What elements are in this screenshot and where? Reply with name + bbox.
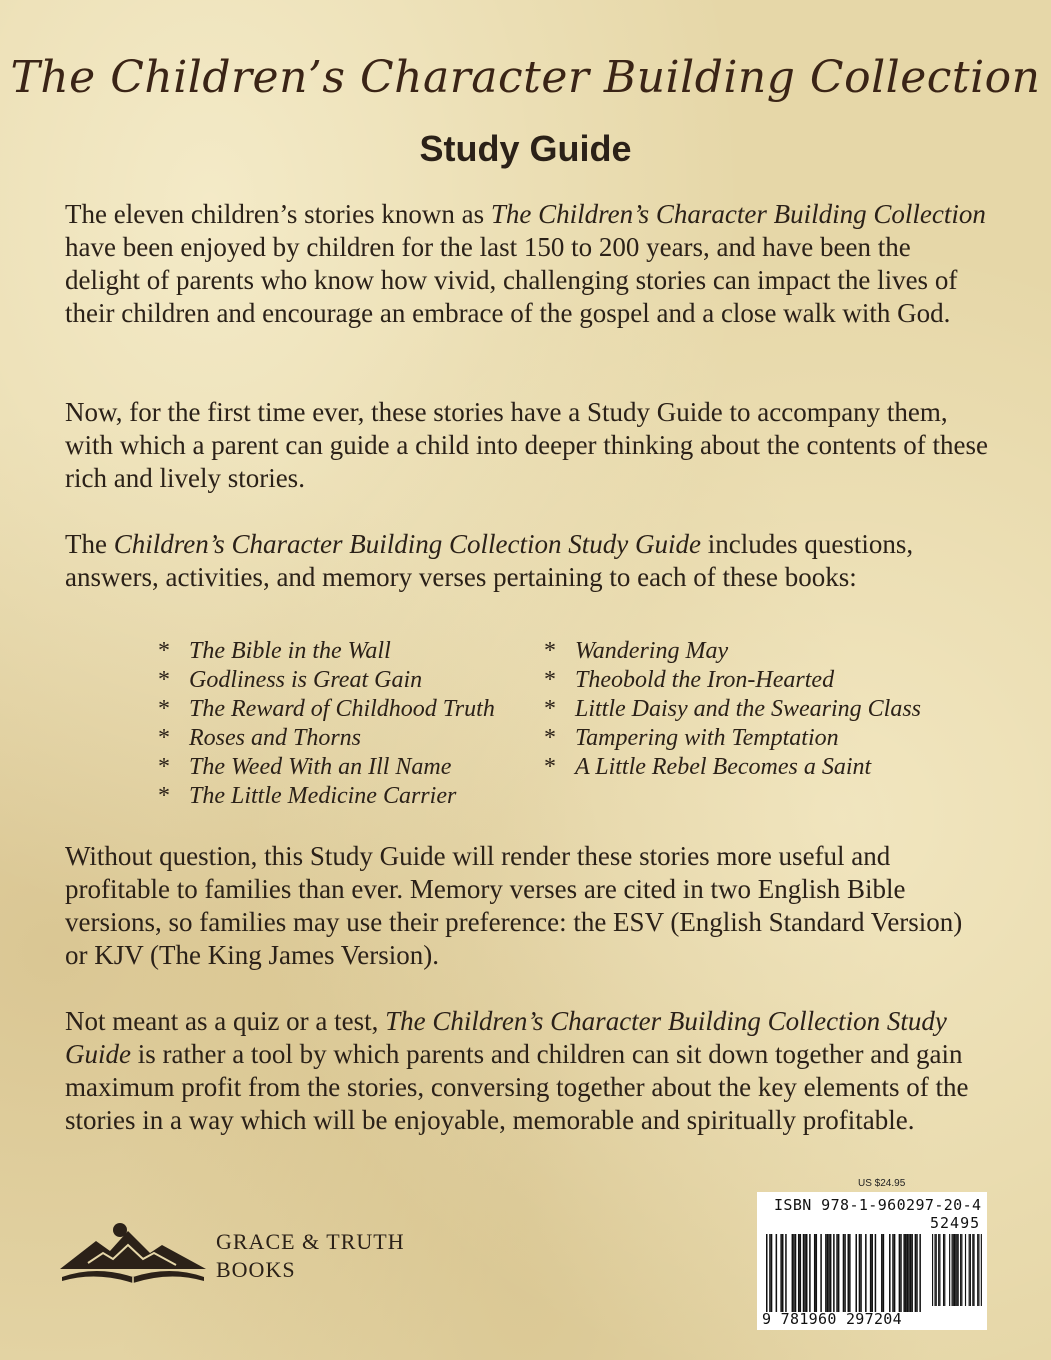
book-title-item: The Reward of Childhood Truth	[189, 696, 495, 722]
book-list-left	[158, 637, 578, 811]
barcode-bar	[870, 1234, 872, 1312]
intro3-text-end: includes questions, answers, activities, and memory verses pertaining to each of these books:	[65, 529, 914, 592]
intro-paragraph-2: Now, for the first time ever, these stories have a Study Guide to accompany them, with which a parent can guide a child into deeper thinking about the contents of these rich and lively stories.	[65, 397, 988, 493]
barcode-bar	[934, 1234, 935, 1306]
barcode-bar	[958, 1234, 959, 1306]
barcode-bar	[844, 1234, 846, 1312]
barcode-bar	[827, 1234, 829, 1312]
barcode-bar	[955, 1234, 956, 1306]
barcode-bar	[969, 1234, 970, 1306]
barcode-bar	[954, 1234, 955, 1306]
barcode-bar	[900, 1234, 902, 1312]
intro3-text-start: The	[65, 529, 114, 559]
barcode-bar	[803, 1234, 805, 1312]
closing-text-start: Not meant as a quiz or a test,	[65, 1006, 386, 1036]
book-list-item	[158, 695, 578, 724]
barcode-bar	[977, 1234, 978, 1306]
bullet-star: *	[544, 754, 556, 780]
book-title-item: Wandering May	[575, 638, 729, 664]
book-list-item	[158, 724, 578, 753]
barcode-bar	[830, 1234, 832, 1312]
bullet-star: *	[544, 667, 556, 693]
book-title-item: Roses and Thorns	[189, 725, 362, 751]
book-list-item	[544, 724, 964, 753]
barcode-bar	[907, 1234, 909, 1312]
book-title-item: The Weed With an Ill Name	[189, 754, 452, 780]
book-title-item: Tampering with Temptation	[575, 725, 839, 751]
intro-paragraph-1	[65, 198, 990, 330]
barcode-bar	[875, 1234, 877, 1312]
barcode-bar	[798, 1234, 800, 1312]
book-title-item: A Little Rebel Becomes a Saint	[575, 754, 872, 780]
barcode-bar	[793, 1234, 795, 1312]
barcode-bar	[785, 1234, 787, 1312]
barcode-bar	[981, 1234, 982, 1306]
ean5-barcode	[932, 1234, 982, 1306]
mountains-open-book-icon	[58, 1215, 208, 1290]
barcode-bar	[860, 1234, 862, 1312]
ean-digits: 9 781960 297204	[762, 1310, 902, 1328]
barcode-bar	[978, 1234, 979, 1306]
bullet-star: *	[158, 696, 170, 722]
book-list-item	[158, 637, 578, 666]
barcode-bar	[961, 1234, 962, 1306]
bullet-star: *	[158, 725, 170, 751]
book-list-item	[544, 753, 964, 782]
barcode-bar	[919, 1234, 921, 1312]
book-list-right	[544, 637, 964, 782]
barcode-bar	[859, 1234, 861, 1312]
barcode-bar	[916, 1234, 918, 1312]
barcode-bar	[911, 1234, 913, 1312]
barcode-bar	[800, 1234, 802, 1312]
barcode-bar	[970, 1234, 971, 1306]
publisher-name	[216, 1228, 476, 1284]
barcode-bar	[883, 1234, 885, 1312]
barcode-bar	[910, 1234, 912, 1312]
barcode-bar	[965, 1234, 966, 1306]
barcode-bar	[953, 1234, 954, 1306]
closing-paragraph-2	[65, 1005, 990, 1137]
book-subtitle: Study Guide	[419, 128, 632, 169]
barcode-bar	[814, 1234, 816, 1312]
barcode-bar	[881, 1234, 883, 1312]
book-list-item	[544, 637, 964, 666]
book-title-item: The Little Medicine Carrier	[189, 783, 457, 809]
barcode-bar	[806, 1234, 808, 1312]
barcode-bar	[849, 1234, 851, 1312]
barcode-bar	[838, 1234, 840, 1312]
barcode-bar	[889, 1234, 891, 1312]
publisher-line-2: BOOKS	[216, 1257, 296, 1282]
intro-paragraph-3	[65, 528, 990, 594]
barcode-bar	[833, 1234, 835, 1312]
barcode-bar	[820, 1234, 822, 1312]
barcode-bar	[899, 1234, 901, 1312]
barcode-bar	[956, 1234, 957, 1306]
barcode-bar	[973, 1234, 974, 1306]
barcode-bar	[932, 1234, 933, 1306]
bullet-star: *	[158, 667, 170, 693]
barcode-bar	[871, 1234, 873, 1312]
book-list-item	[544, 666, 964, 695]
barcode-bar	[939, 1234, 940, 1306]
isbn-label: ISBN 978-1-960297-20-4	[774, 1196, 982, 1214]
book-title-item: Little Daisy and the Swearing Class	[575, 696, 922, 722]
barcode-bar	[943, 1234, 944, 1306]
barcode-bar	[792, 1234, 794, 1312]
barcode-bar	[809, 1234, 811, 1312]
study-guide-title-italic: Children’s Character Building Collection Study Guide	[113, 529, 701, 559]
barcode-bar	[847, 1234, 849, 1312]
publisher-line-1: GRACE & TRUTH	[216, 1229, 405, 1254]
barcode-bar	[769, 1234, 771, 1312]
book-title: The Children’s Character Building Collection	[10, 52, 1041, 103]
barcode-bar	[972, 1234, 973, 1306]
barcode-bar	[836, 1234, 838, 1312]
intro-text-end: have been enjoyed by children for the last 150 to 200 years, and have been the delight of parents who know how vivid, challenging stories can impact the lives of their children and encourage an embrace of the gospel and a close walk with God.	[65, 232, 958, 328]
barcode-bar	[960, 1234, 961, 1306]
closing-text-end: is rather a tool by which parents and children can sit down together and gain maximum profit from the stories, conversing together about the key elements of the stories in a way which will be enjoyable, memorable and spiritually profitable.	[65, 1039, 969, 1135]
barcode-bar	[782, 1234, 784, 1312]
collection-title-italic: The Children’s Character Building Collection	[490, 199, 986, 229]
book-list-item	[158, 666, 578, 695]
bullet-star: *	[544, 725, 556, 751]
barcode-bar	[804, 1234, 806, 1312]
barcode-bar	[915, 1234, 917, 1312]
barcode-bar	[780, 1234, 782, 1312]
barcode-bar	[816, 1234, 818, 1312]
barcode-bar	[905, 1234, 907, 1312]
barcode-bar	[776, 1234, 778, 1312]
barcode-bar	[892, 1234, 894, 1312]
barcode-bar	[795, 1234, 797, 1312]
barcode-bar	[771, 1234, 773, 1312]
barcode-bar	[855, 1234, 857, 1312]
bullet-star: *	[544, 696, 556, 722]
book-list-item	[544, 695, 964, 724]
ean13-barcode	[766, 1234, 921, 1312]
barcode-bar	[865, 1234, 867, 1312]
barcode-bar	[944, 1234, 945, 1306]
barcode-bar	[949, 1234, 950, 1306]
barcode-bar	[938, 1234, 939, 1306]
barcode-bar	[825, 1234, 827, 1312]
book-title-item: Godliness is Great Gain	[189, 667, 423, 693]
barcode-bar	[903, 1234, 905, 1312]
price-label: US $24.95	[858, 1178, 906, 1189]
price-addon-digits: 52495	[930, 1214, 981, 1232]
book-title-item: Theobold the Iron-Hearted	[575, 667, 835, 693]
barcode-bar	[936, 1234, 937, 1306]
bullet-star: *	[158, 783, 170, 809]
barcode-bar	[766, 1234, 768, 1312]
bullet-star: *	[158, 638, 170, 664]
barcode-bar	[828, 1234, 830, 1312]
barcode-bar	[843, 1234, 845, 1312]
book-list-item	[158, 753, 578, 782]
barcode-bar	[952, 1234, 953, 1306]
bullet-star: *	[544, 638, 556, 664]
bullet-star: *	[158, 754, 170, 780]
barcode-bar	[894, 1234, 896, 1312]
book-list-item	[158, 782, 578, 811]
closing-paragraph-1: Without question, this Study Guide will render these stories more useful and profitable to families than ever. Memory verses are cited in two English Bible versions, so families may use their preference: the ESV (English Standard Version) or KJV (The King James Version).	[65, 841, 963, 970]
book-title-item: The Bible in the Wall	[189, 638, 391, 664]
barcode-bar	[908, 1234, 910, 1312]
intro-text-start: The eleven children’s stories known as	[65, 199, 491, 229]
collection-study-guide-italic: The Children’s Character Building Collection Study Guide	[65, 1006, 947, 1069]
